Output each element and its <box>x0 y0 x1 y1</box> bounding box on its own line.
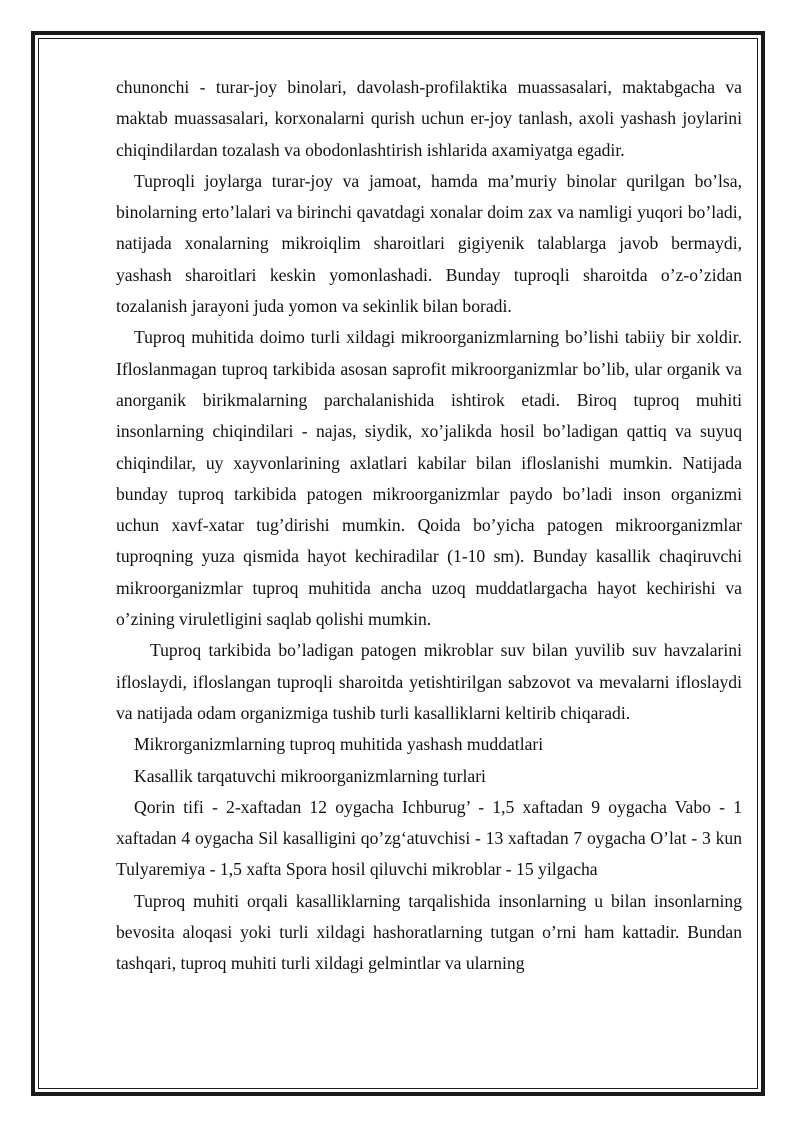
paragraph-buildings-on-soil: Tuproqli joylarga turar-joy va jamoat, hamda ma’muriy binolar qurilgan bo’lsa, binolarning erto’lalari va birinchi qavatdagi xonalar doim zax va namligi yuqori bo’ladi, natijada xonalarning mikroiqlim sharoitlari gigiyenik talablarga javob bermaydi, yashash sharoitlari keskin yomonlashadi. Bunday tuproqli sharoitda o’z-o’zidan tozalanish jarayoni juda yomon va sekinlik bilan boradi. <box>116 170 742 317</box>
table-header-microorganism-types: Kasallik tarqatuvchi mikroorganizmlarning turlari <box>134 765 486 786</box>
table-caption-survival-periods: Mikrorganizmlarning tuproq muhitida yashash muddatlari <box>134 734 544 755</box>
paragraph-survival-durations: Qorin tifi - 2-xaftadan 12 oygacha Ichburug’ - 1,5 xaftadan 9 oygacha Vabo - 1 xaftadan 4 oygacha Sil kasalligini qo’zg‘atuvchisi - 13 xaftadan 7 oygacha O’lat - 3 kun Tulyaremiya - 1,5 xafta Spora hosil qiluvchi mikroblar - 15 yilgacha <box>116 796 742 880</box>
paragraph-soil-microorganisms: Tuproq muhitida doimo turli xildagi mikroorganizmlarning bo’lishi tabiiy bir xoldir. Ifloslanmagan tuproq tarkibida asosan saprofit mikroorganizmlar bo’lib, ular organik va anorganik birikmalarning parchalanishida ishtirok etadi. Biroq tuproq muhiti insonlarning chiqindilari - najas, siydik, xo’jalikda hosil bo’ladigan qattiq va suyuq chiqindilar, uy xayvonlarining axlatlari kabilar bilan ifloslanishi mumkin. Natijada bunday tuproq tarkibida patogen mikroorganizmlar paydo bo’ladi inson organizmi uchun xavf-xatar tug’dirishi mumkin. Qoida bo’yicha patogen mikroorganizmlar tuproqning yuza qismida hayot kechiradilar (1-10 sm). Bunday kasallik chaqiruvchi mikroorganizmlar tuproq muhitida ancha uzoq muddatlargacha hayot kechirishi va o’zining viruletligini saqlab qolishi mumkin. <box>116 327 742 630</box>
document-body <box>116 72 742 980</box>
paragraph-disease-spread: Tuproq muhiti orqali kasalliklarning tarqalishida insonlarning u bilan insonlarning bevosita aloqasi yoki turli xildagi hashoratlarning tutgan o’rni ham kattadir. Bundan tashqari, tuproq muhiti turli xildagi gelmintlar va ularning <box>116 890 742 974</box>
paragraph-pathogenic-microbes: Tuproq tarkibida bo’ladigan patogen mikroblar suv bilan yuvilib suv havzalarini ifloslaydi, ifloslangan tuproqli sharoitda yetishtirilgan sabzovot va mevalarni ifloslaydi va natijada odam organizmiga tushib turli kasalliklarni keltirib chiqaradi. <box>116 640 742 723</box>
paragraph-continuation: chunonchi - turar-joy binolari, davolash-profilaktika muassasalari, maktabgacha va maktab muassasalari, korxonalarni qurish uchun er-joy tanlash, axoli yashash joylarini chiqindilardan tozalash va obodonlashtirish ishlarida axamiyatga egadir. <box>116 77 742 160</box>
